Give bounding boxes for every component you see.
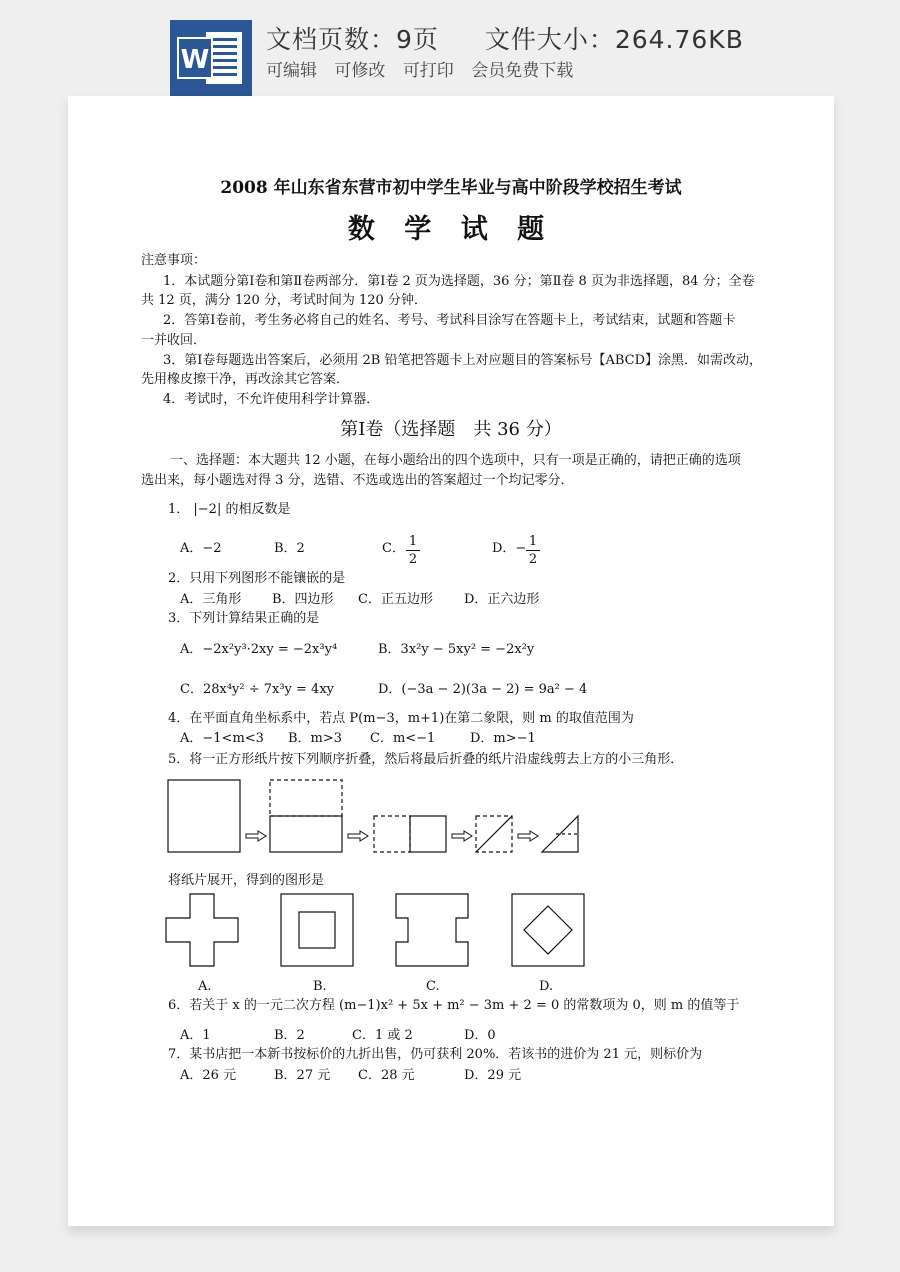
option-c-i-beam-shape bbox=[396, 894, 468, 966]
option-2c: C．正五边形 bbox=[358, 592, 433, 607]
note-line: 一并收回． bbox=[141, 333, 207, 348]
option-4c: C．m<−1 bbox=[370, 731, 436, 746]
question-3: 3．下列计算结果正确的是 bbox=[168, 611, 320, 626]
fraction-half bbox=[406, 534, 420, 567]
exam-subject-title: 数 学 试 题 bbox=[347, 214, 555, 245]
question-2: 2．只用下列图形不能镶嵌的是 bbox=[168, 571, 346, 586]
instruction-line: 选出来，每小题选对得 3 分，选错、不选或选出的答案超过一个均记零分． bbox=[141, 473, 574, 488]
question-5: 5．将一正方形纸片按下列顺序折叠，然后将最后折叠的纸片沿虚线剪去上方的小三角形． bbox=[168, 752, 684, 767]
note-line: 3．第Ⅰ卷每题选出答案后，必须用 2B 铅笔把答题卡上对应题目的答案标号【ABCD】涂黑．如需改动， bbox=[163, 353, 763, 368]
doc-stats bbox=[266, 20, 744, 56]
option-3c: C．28x⁴y² ÷ 7x³y = 4xy bbox=[180, 682, 335, 697]
option-4a: A．−1<m<3 bbox=[180, 731, 264, 746]
option-7b: B．27 元 bbox=[274, 1068, 331, 1083]
fraction-denominator: 2 bbox=[408, 552, 418, 567]
note-line: 1．本试题分第Ⅰ卷和第Ⅱ卷两部分．第Ⅰ卷 2 页为选择题，36 分；第Ⅱ卷 8 页为非选择题，84 分；全卷 bbox=[163, 274, 755, 289]
option-b-square-frame bbox=[281, 894, 353, 966]
feature-editable: 可编辑 bbox=[266, 61, 317, 81]
option-6a: A．1 bbox=[180, 1028, 211, 1043]
figure-label-c: C. bbox=[426, 979, 440, 994]
answer-options-figure bbox=[164, 892, 588, 968]
question-7: 7．某书店把一本新书按标价的九折出售，仍可获利 20%．若该书的进价为 21 元，则标价为 bbox=[168, 1047, 703, 1062]
question-6: 6．若关于 x 的一元二次方程 (m−1)x² + 5x + m² − 3m + 2 = 0 的常数项为 0，则 m 的值等于 bbox=[168, 998, 740, 1013]
note-line: 2．答第Ⅰ卷前，考生务必将自己的姓名、考号、考试科目涂写在答题卡上，考试结束，试题和答题卡 bbox=[163, 313, 736, 328]
note-line: 4．考试时，不允许使用科学计算器． bbox=[163, 392, 380, 407]
feature-free-download: 会员免费下载 bbox=[471, 61, 574, 81]
section-title: 第Ⅰ卷（选择题 共 36 分） bbox=[340, 419, 562, 440]
option-2a: A．三角形 bbox=[180, 592, 242, 607]
document-page bbox=[68, 96, 834, 1226]
option-7c: C．28 元 bbox=[358, 1068, 415, 1083]
option-3d: D．(−3a − 2)(3a − 2) = 9a² − 4 bbox=[378, 682, 588, 697]
page-count: 文档页数：9页 bbox=[266, 25, 439, 54]
arrow-right-icon bbox=[246, 831, 538, 841]
option-1c: C． bbox=[382, 541, 405, 556]
fraction-half bbox=[526, 534, 540, 567]
option-6d: D．0 bbox=[464, 1028, 496, 1043]
folding-sequence-figure bbox=[164, 776, 604, 856]
option-d-diamond-frame bbox=[512, 894, 584, 966]
word-document-icon bbox=[170, 20, 252, 96]
option-3b: B．3x²y − 5xy² = −2x²y bbox=[378, 642, 535, 657]
svg-text:W: W bbox=[180, 45, 210, 75]
download-header bbox=[0, 0, 900, 96]
instruction-line: 一、选择题：本大题共 12 小题，在每小题给出的四个选项中，只有一项是正确的，请把正确的选项 bbox=[170, 453, 741, 468]
option-4b: B．m>3 bbox=[288, 731, 343, 746]
unfold-prompt: 将纸片展开，得到的图形是 bbox=[168, 873, 325, 888]
question-1: 1． |−2| 的相反数是 bbox=[168, 502, 291, 517]
option-a-cross-shape bbox=[166, 894, 238, 966]
option-1d: D．− bbox=[492, 541, 527, 556]
note-line: 先用橡皮擦干净，再改涂其它答案． bbox=[141, 372, 350, 387]
file-size: 文件大小：264.76KB bbox=[484, 25, 744, 54]
figure-label-a: A. bbox=[198, 979, 212, 994]
option-7a: A．26 元 bbox=[180, 1068, 237, 1083]
notes-heading: 注意事项： bbox=[141, 253, 207, 268]
option-6c: C．1 或 2 bbox=[352, 1028, 413, 1043]
question-4: 4．在平面直角坐标系中，若点 P(m−3，m+1)在第二象限，则 m 的取值范围为 bbox=[168, 711, 634, 726]
option-4d: D．m>−1 bbox=[470, 731, 536, 746]
figure-label-b: B. bbox=[313, 979, 327, 994]
exam-title: 2008 年山东省东营市初中学生毕业与高中阶段学校招生考试 bbox=[220, 178, 682, 198]
option-7d: D．29 元 bbox=[464, 1068, 522, 1083]
fraction-denominator: 2 bbox=[528, 552, 538, 567]
option-2d: D．正六边形 bbox=[464, 592, 540, 607]
fraction-numerator: 1 bbox=[528, 534, 538, 549]
feature-printable: 可打印 bbox=[402, 61, 454, 81]
option-1a: A．−2 bbox=[180, 541, 222, 556]
feature-modifiable: 可修改 bbox=[334, 61, 386, 81]
option-2b: B．四边形 bbox=[272, 592, 334, 607]
feature-list bbox=[266, 56, 585, 81]
fraction-numerator: 1 bbox=[408, 534, 418, 549]
option-1b: B．2 bbox=[274, 541, 305, 556]
option-3a: A．−2x²y³·2xy = −2x³y⁴ bbox=[180, 642, 338, 657]
figure-label-d: D. bbox=[539, 979, 554, 994]
note-line: 共 12 页，满分 120 分，考试时间为 120 分钟． bbox=[141, 293, 427, 308]
option-6b: B．2 bbox=[274, 1028, 305, 1043]
